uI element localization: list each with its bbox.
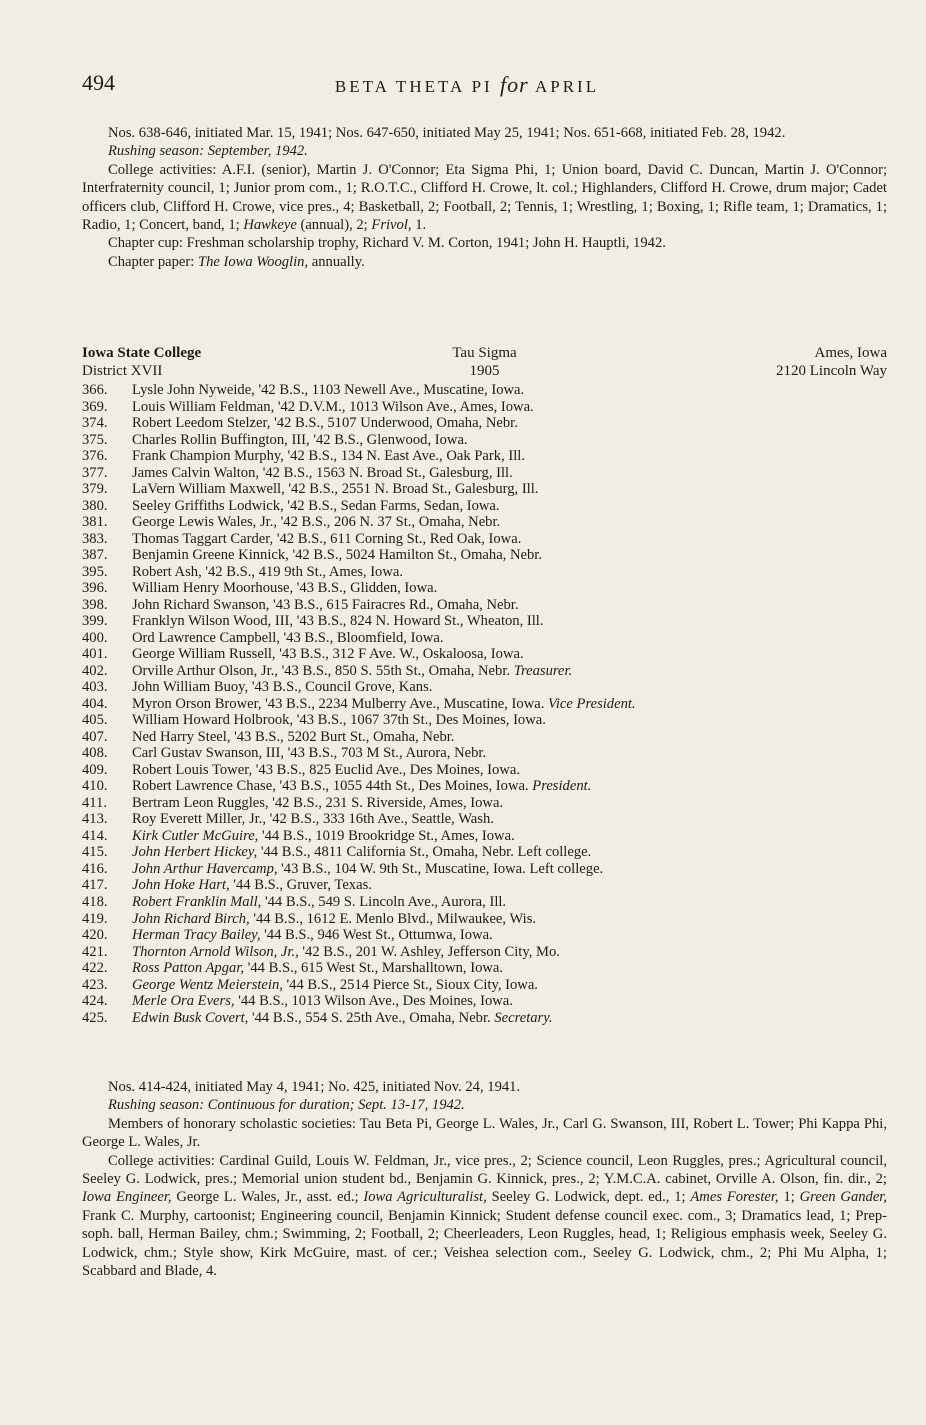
member-name: Robert Louis Tower, <box>132 761 253 778</box>
member-row <box>82 448 882 465</box>
publication-title: Frivol, <box>371 217 412 234</box>
chapter-paper-note <box>82 253 887 271</box>
member-number: 422. <box>82 960 108 977</box>
college-activities-note <box>82 1152 887 1281</box>
member-name: Frank Champion Murphy, <box>132 448 284 465</box>
member-row <box>82 597 882 614</box>
member-name: William Henry Moorhouse, <box>132 580 294 597</box>
member-details: '42 B.S., 231 S. Riverside, Ames, Iowa. <box>268 794 504 811</box>
member-number: 396. <box>82 580 108 597</box>
member-details: '44 B.S., 549 S. Lincoln Ave., Aurora, Ill. <box>261 893 507 910</box>
activities-text: (annual), 2; <box>300 217 368 234</box>
member-details: '43 B.S., 825 Euclid Ave., Des Moines, Iowa. <box>252 761 521 778</box>
member-row <box>82 745 882 762</box>
member-number: 401. <box>82 646 108 663</box>
chapter-name: Tau Sigma <box>452 345 517 361</box>
member-row <box>82 927 882 944</box>
member-row <box>82 993 882 1010</box>
member-details: '43 B.S., 824 N. Howard St., Wheaton, Ill. <box>293 613 544 630</box>
member-number: 421. <box>82 943 108 960</box>
member-row <box>82 1010 882 1027</box>
member-details: '42 B.S., Sedan Farms, Sedan, Iowa. <box>283 497 500 514</box>
founding-year: 1905 <box>469 363 500 379</box>
member-number: 366. <box>82 382 108 398</box>
member-details: '44 B.S., 4811 California St., Omaha, Nebr. Left college. <box>257 844 592 861</box>
activities-text: Frank C. Murphy, cartoonist; Engineering council, Benjamin Kinnick; Student defense council exec. com., 3; Dramatics lead, 1; Prep-soph. ball, Herman Bailey, chm.; Swimming, 2; Football, 2; Cheerleaders, Leon Ruggles, head, 1; Religious emphasis week, Seeley G. Lodwick, chm.; Style show, Kirk McGuire, mast. of cer.; Veishea selection com., Seeley G. Lodwick, chm., 2; Phi Mu Alpha, 1; Scabbard and Blade, 4. <box>82 1207 887 1280</box>
member-name: James Calvin Walton, <box>132 464 260 481</box>
member-row <box>82 844 882 861</box>
member-details: '42 B.S., 2551 N. Broad St., Galesburg, Ill. <box>284 481 539 498</box>
member-number: 387. <box>82 547 108 564</box>
member-name: Robert Franklin Mall, <box>132 893 262 910</box>
member-number: 415. <box>82 844 108 861</box>
member-row <box>82 498 882 515</box>
member-name: Kirk Cutler McGuire, <box>132 827 259 844</box>
member-details: '44 B.S., 615 West St., Marshalltown, Iowa. <box>244 960 504 977</box>
member-number: 416. <box>82 860 108 877</box>
member-details: '44 B.S., 2514 Pierce St., Sioux City, Iowa. <box>282 976 538 993</box>
member-row <box>82 944 882 961</box>
honorary-societies-note: Members of honorary scholastic societies: Tau Beta Pi, George L. Wales, Jr., Carl G. Swanson, III, Robert L. Tower; Phi Kappa Phi, George L. Wales, Jr. <box>82 1115 887 1151</box>
member-row <box>82 811 882 828</box>
member-row <box>82 712 882 729</box>
member-details: '44 B.S., 554 S. 25th Ave., Omaha, Nebr. <box>248 1009 491 1026</box>
member-number: 413. <box>82 811 108 828</box>
member-number: 398. <box>82 596 108 613</box>
member-name: Bertram Leon Ruggles, <box>132 794 269 811</box>
member-details: '43 B.S., 703 M St., Aurora, Nebr. <box>284 745 487 762</box>
member-number: 383. <box>82 530 108 547</box>
previous-chapter-notes <box>82 124 887 271</box>
running-title <box>82 72 852 98</box>
member-list <box>82 382 882 1026</box>
member-row <box>82 696 882 713</box>
member-name: Seeley Griffiths Lodwick, <box>132 497 284 514</box>
member-name: Thomas Taggart Carder, <box>132 530 274 547</box>
member-details: '43 B.S., 615 Fairacres Rd., Omaha, Nebr. <box>269 596 519 613</box>
member-row <box>82 432 882 449</box>
member-name: Ned Harry Steel, <box>132 728 231 745</box>
member-name: Merle Ora Evers, <box>132 993 235 1010</box>
member-row <box>82 580 882 597</box>
member-name: Robert Leedom Stelzer, <box>132 415 271 432</box>
member-number: 424. <box>82 993 108 1010</box>
member-name: John William Buoy, <box>132 679 249 696</box>
member-details: '43 B.S., Bloomfield, Iowa. <box>279 629 444 646</box>
member-details: '43 B.S., 312 F Ave. W., Oskaloosa, Iowa. <box>275 646 524 663</box>
chapter-city: Ames, Iowa <box>814 345 887 361</box>
chapter-paper-label: Chapter paper: <box>108 253 195 270</box>
member-name: Thornton Arnold Wilson, Jr., <box>132 943 299 960</box>
member-number: 400. <box>82 629 108 646</box>
member-name: John Herbert Hickey, <box>132 844 258 861</box>
member-name: Lysle John Nyweide, <box>132 382 255 398</box>
member-name: Ord Lawrence Campbell, <box>132 629 280 646</box>
member-number: 408. <box>82 745 108 762</box>
member-name: Herman Tracy Bailey, <box>132 927 261 944</box>
member-number: 411. <box>82 794 107 811</box>
member-details: '42 B.S., 611 Corning St., Red Oak, Iowa. <box>273 530 522 547</box>
member-row <box>82 795 882 812</box>
member-name: Orville Arthur Olson, Jr., <box>132 662 278 679</box>
member-name: George Lewis Wales, Jr., <box>132 514 278 531</box>
activities-text: George L. Wales, Jr., asst. ed.; <box>176 1189 359 1206</box>
chapter-notes <box>82 1078 887 1280</box>
member-number: 375. <box>82 431 108 448</box>
member-details: '43 B.S., Glidden, Iowa. <box>293 580 438 597</box>
member-details: '42 B.S., 5024 Hamilton St., Omaha, Nebr. <box>288 547 542 564</box>
member-details: '43 B.S., Council Grove, Kans. <box>248 679 433 696</box>
member-name: George William Russell, <box>132 646 276 663</box>
member-name: Edwin Busk Covert, <box>132 1009 249 1026</box>
member-details: '43 B.S., 850 S. 55th St., Omaha, Nebr. <box>277 662 511 679</box>
member-number: 410. <box>82 778 108 795</box>
member-number: 379. <box>82 481 108 498</box>
member-name: John Hoke Hart, <box>132 877 230 894</box>
publication-title: Iowa Engineer, <box>82 1189 172 1206</box>
member-row <box>82 481 882 498</box>
member-name: Robert Lawrence Chase, <box>132 778 276 795</box>
member-details: '42 D.V.M., 1013 Wilson Ave., Ames, Iowa. <box>274 398 534 415</box>
member-details: '43 B.S., 1067 37th St., Des Moines, Iowa. <box>293 712 546 729</box>
publication-title: Ames Forester, <box>690 1189 779 1206</box>
chapter-paper-title: The Iowa Wooglin, <box>197 253 309 270</box>
member-details: '43 B.S., 104 W. 9th St., Muscatine, Iowa. Left college. <box>277 860 604 877</box>
member-row <box>82 531 882 548</box>
member-row <box>82 630 882 647</box>
member-number: 380. <box>82 497 108 514</box>
member-office: Vice President. <box>548 695 636 712</box>
member-row <box>82 861 882 878</box>
member-number: 377. <box>82 464 108 481</box>
member-name: Robert Ash, <box>132 563 202 580</box>
member-number: 407. <box>82 728 108 745</box>
member-number: 399. <box>82 613 108 630</box>
member-name: Ross Patton Apgar, <box>132 960 245 977</box>
member-name: William Howard Holbrook, <box>132 712 294 729</box>
member-row <box>82 547 882 564</box>
activities-text: College activities: Cardinal Guild, Louis W. Feldman, Jr., vice pres., 2; Science council, Leon Ruggles, pres.; Agricultural council, Seeley G. Lodwick, pres.; Memorial union student bd., Benjamin G. Kinnick, pres., 2; Y.M.C.A. cabinet, Orville A. Olson, fin. dir., 2; <box>82 1152 887 1188</box>
member-name: George Wentz Meierstein, <box>132 976 283 993</box>
activities-text: Seeley G. Lodwick, dept. ed., 1; <box>491 1189 686 1206</box>
member-number: 425. <box>82 1009 108 1026</box>
publication-title: Hawkeye <box>243 217 297 234</box>
member-details: '44 B.S., 1019 Brookridge St., Ames, Iowa. <box>258 827 515 844</box>
member-row <box>82 911 882 928</box>
member-details: '42 B.S., 5107 Underwood, Omaha, Nebr. <box>270 415 518 432</box>
initiation-note: Nos. 638-646, initiated Mar. 15, 1941; Nos. 647-650, initiated May 25, 1941; Nos. 651-668, initiated Feb. 28, 1942. <box>108 125 786 141</box>
member-row <box>82 415 882 432</box>
member-name: Charles Rollin Buffington, III, <box>132 431 310 448</box>
member-details: '44 B.S., 1013 Wilson Ave., Des Moines, Iowa. <box>234 993 513 1010</box>
member-name: Carl Gustav Swanson, III, <box>132 745 284 762</box>
member-details: '43 B.S., 5202 Burt St., Omaha, Nebr. <box>230 728 455 745</box>
member-number: 419. <box>82 910 108 927</box>
college-activities-note <box>82 161 887 235</box>
member-row <box>82 382 882 399</box>
rushing-season-note: Rushing season: Continuous for duration; Sept. 13-17, 1942. <box>108 1097 465 1114</box>
member-number: 423. <box>82 976 108 993</box>
member-name: Myron Orson Brower, <box>132 695 262 712</box>
member-details: '42 B.S., 134 N. East Ave., Oak Park, Ill. <box>283 448 525 465</box>
member-row <box>82 977 882 994</box>
member-number: 420. <box>82 927 108 944</box>
member-number: 395. <box>82 563 108 580</box>
member-number: 418. <box>82 893 108 910</box>
chapter-address: 2120 Lincoln Way <box>776 363 887 379</box>
member-name: LaVern William Maxwell, <box>132 481 285 498</box>
member-number: 414. <box>82 827 108 844</box>
chapter-heading <box>82 344 887 380</box>
member-office: Treasurer. <box>513 662 573 679</box>
member-row <box>82 679 882 696</box>
member-row <box>82 514 882 531</box>
running-title-for: for <box>499 72 529 97</box>
member-number: 369. <box>82 398 108 415</box>
chapter-cup-note: Chapter cup: Freshman scholarship trophy, Richard V. M. Corton, 1941; John H. Hauptli, 1942. <box>108 235 666 252</box>
member-number: 404. <box>82 695 108 712</box>
member-name: Roy Everett Miller, Jr., <box>132 811 266 828</box>
member-details: '42 B.S., 201 W. Ashley, Jefferson City, Mo. <box>298 943 560 960</box>
publication-title: Iowa Agriculturalist, <box>363 1189 487 1206</box>
member-number: 405. <box>82 712 108 729</box>
member-number: 402. <box>82 662 108 679</box>
activities-text: 1. <box>415 217 427 234</box>
member-details: '42 B.S., 333 16th Ave., Seattle, Wash. <box>265 811 494 828</box>
member-details: '43 B.S., 2234 Mulberry Ave., Muscatine, Iowa. <box>261 695 545 712</box>
running-title-month: APRIL <box>534 77 600 96</box>
publication-title: Green Gander, <box>799 1189 888 1206</box>
activities-text: College activities: A.F.I. (senior), Martin J. O'Connor; Eta Sigma Phi, 1; Union board, David C. Duncan, Martin J. O'Connor; Interfraternity council, 1; Junior prom com., 1; R.O.T.C., Clifford H. Crowe, lt. col.; Highlanders, Clifford H. Crowe, drum major; Cadet officers club, Clifford H. Crowe, vice pres., 4; Basketball, 2; Football, 2; Tennis, 1; Wrestling, 1; Boxing, 1; Rifle team, 1; Dramatics, 1; Radio, 1; Concert, band, 1; <box>82 161 887 234</box>
member-details: '42 B.S., 419 9th St., Ames, Iowa. <box>201 563 404 580</box>
member-office: Secretary. <box>494 1009 553 1026</box>
member-row <box>82 828 882 845</box>
member-row <box>82 663 882 680</box>
chapter-paper-frequency: annually. <box>311 253 365 270</box>
member-row <box>82 778 882 795</box>
member-row <box>82 877 882 894</box>
member-details: '42 B.S., 1563 N. Broad St., Galesburg, Ill. <box>259 464 513 481</box>
member-number: 381. <box>82 514 108 531</box>
member-office: President. <box>532 778 592 795</box>
member-name: John Richard Birch, <box>132 910 250 927</box>
page-number: 494 <box>82 70 115 95</box>
member-details: '44 B.S., Gruver, Texas. <box>229 877 372 894</box>
member-name: John Richard Swanson, <box>132 596 270 613</box>
member-number: 409. <box>82 761 108 778</box>
member-row <box>82 613 882 630</box>
member-details: '44 B.S., 946 West St., Ottumwa, Iowa. <box>260 927 493 944</box>
school-name: Iowa State College <box>82 345 202 361</box>
member-number: 374. <box>82 415 108 432</box>
member-name: Franklyn Wilson Wood, III, <box>132 613 294 630</box>
member-details: '44 B.S., 1612 E. Menlo Blvd., Milwaukee, Wis. <box>249 910 537 927</box>
member-details: '42 B.S., 206 N. 37 St., Omaha, Nebr. <box>277 514 501 531</box>
initiation-note: Nos. 414-424, initiated May 4, 1941; No. 425, initiated Nov. 24, 1941. <box>108 1079 521 1095</box>
running-title-main: BETA THETA PI <box>334 77 493 96</box>
member-details: '42 B.S., 1103 Newell Ave., Muscatine, Iowa. <box>254 382 525 398</box>
member-number: 417. <box>82 877 108 894</box>
member-name: Louis William Feldman, <box>132 398 275 415</box>
running-header <box>82 70 852 100</box>
member-name: John Arthur Havercamp, <box>132 860 278 877</box>
member-row <box>82 960 882 977</box>
member-row <box>82 564 882 581</box>
member-details: '42 B.S., Glenwood, Iowa. <box>309 431 468 448</box>
member-number: 376. <box>82 448 108 465</box>
member-row <box>82 465 882 482</box>
member-row <box>82 399 882 416</box>
member-details: '43 B.S., 1055 44th St., Des Moines, Iowa. <box>275 778 529 795</box>
member-name: Benjamin Greene Kinnick, <box>132 547 289 564</box>
member-row <box>82 646 882 663</box>
member-row <box>82 762 882 779</box>
activities-text: 1; <box>783 1189 795 1206</box>
rushing-season-note: Rushing season: September, 1942. <box>108 143 308 160</box>
member-row <box>82 894 882 911</box>
member-number: 403. <box>82 679 108 696</box>
district-name: District XVII <box>82 363 163 379</box>
member-row <box>82 729 882 746</box>
